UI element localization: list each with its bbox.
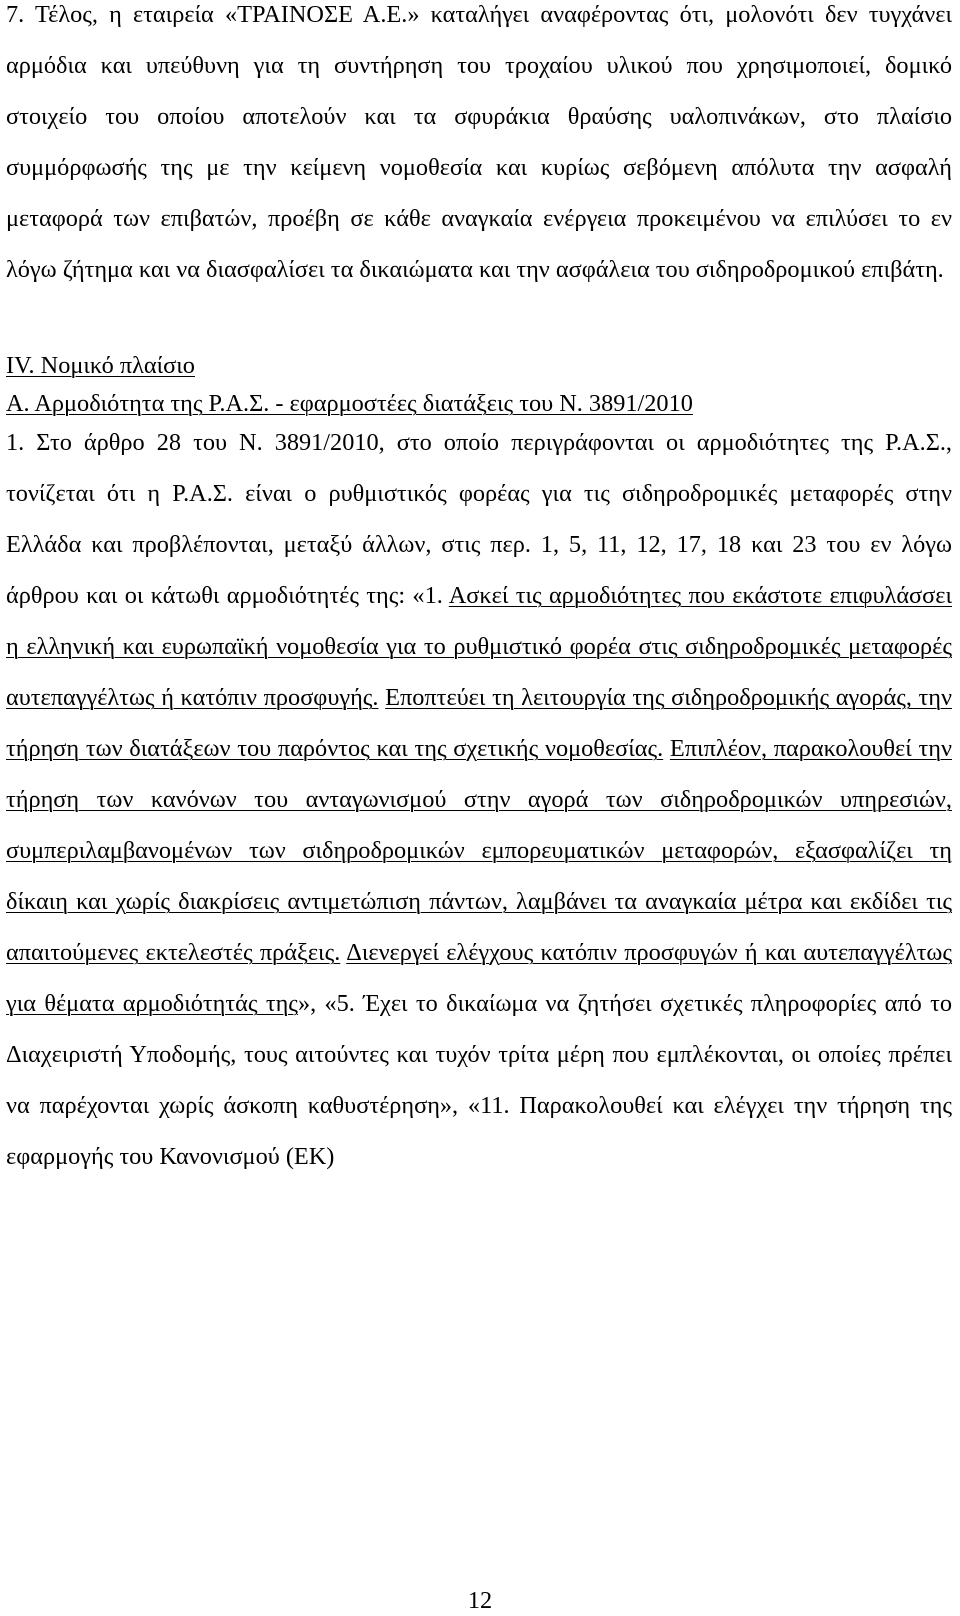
article-continuation-text: », «5. Έχει το δικαίωμα να ζητήσει σχετικές πληροφορίες από το Διαχειριστή Υποδομής, τους αιτούντες και τυχόν τρίτα μέρη που εμπλέκονται, οι οποίες πρέπει να παρέχονται χωρίς άσκοπη καθυστέρηση», «11. Παρακολουθεί και ελέγχει την τήρηση της εφαρμογής του Κανονισμού (ΕΚ) [6, 990, 953, 1170]
section-heading: IV. Νομικό πλαίσιο [6, 352, 195, 379]
underlined-quote-2: Εποπτεύει τη λειτουργία της σιδηροδρομικής αγοράς, την τήρηση των διατάξεων του παρόντος και της σχετικής νομοθεσίας. [6, 684, 952, 762]
page-number: 12 [467, 1587, 493, 1614]
document-page [6, 0, 952, 1182]
underlined-quote-3: Επιπλέον, παρακολουθεί την τήρηση των κανόνων του ανταγωνισμού στην αγορά των σιδηροδρομικών υπηρεσιών, συμπεριλαμβανομένων των σιδηροδρομικών εμπορευματικών μεταφορών, εξασφαλίζει τη δίκαιη και χωρίς διακρίσεις αντιμετώπιση πάντων, λαμβάνει τα αναγκαία μέτρα και εκδίδει τις απαιτούμενες εκτελεστές πράξεις. [6, 735, 952, 966]
article-intro-text: 1. Στο άρθρο 28 του Ν. 3891/2010, στο οποίο περιγράφονται οι αρμοδιότητες της Ρ.Α.Σ., τονίζεται ότι η Ρ.Α.Σ. είναι ο ρυθμιστικός φορέας για τις σιδηροδρομικές μεταφορές στην Ελλάδα και προβλέπονται, μεταξύ άλλων, στις περ. 1, 5, 11, 12, 17, 18 και 23 του εν λόγω άρθρου και οι κάτωθι αρμοδιότητές της: «1. [6, 429, 952, 609]
underlined-quote-1: Ασκεί τις αρμοδιότητες που εκάστοτε επιφυλάσσει η ελληνική και ευρωπαϊκή νομοθεσία για το ρυθμιστικό φορέα στις σιδηροδρομικές μεταφορές αυτεπαγγέλτως ή κατόπιν προσφυγής. [6, 582, 952, 711]
subsection-heading: Α. Αρμοδιότητα της Ρ.Α.Σ. - εφαρμοστέες διατάξεις του Ν. 3891/2010 [6, 390, 693, 417]
article-paragraph [6, 417, 952, 1182]
intro-paragraph: 7. Τέλος, η εταιρεία «ΤΡΑΙΝΟΣΕ Α.Ε.» καταλήγει αναφέροντας ότι, μολονότι δεν τυγχάνει αρμόδια και υπεύθυνη για τη συντήρηση του τροχαίου υλικού που χρησιμοποιεί, δομικό στοιχείο του οποίου αποτελούν και τα σφυράκια θραύσης υαλοπινάκων, στο πλαίσιο συμμόρφωσής της με την κείμενη νομοθεσία και κυρίως σεβόμενη απόλυτα την ασφαλή μεταφορά των επιβατών, προέβη σε κάθε αναγκαία ενέργεια προκειμένου να επιλύσει το εν λόγω ζήτημα και να διασφαλίσει τα δικαιώματα και την ασφάλεια του σιδηροδρομικού επιβάτη. [6, 1, 952, 283]
underlined-quote-4: Διενεργεί ελέγχους κατόπιν προσφυγών ή και αυτεπαγγέλτως για θέματα αρμοδιότητάς της [6, 939, 952, 1017]
quote-gap-2 [663, 735, 670, 762]
